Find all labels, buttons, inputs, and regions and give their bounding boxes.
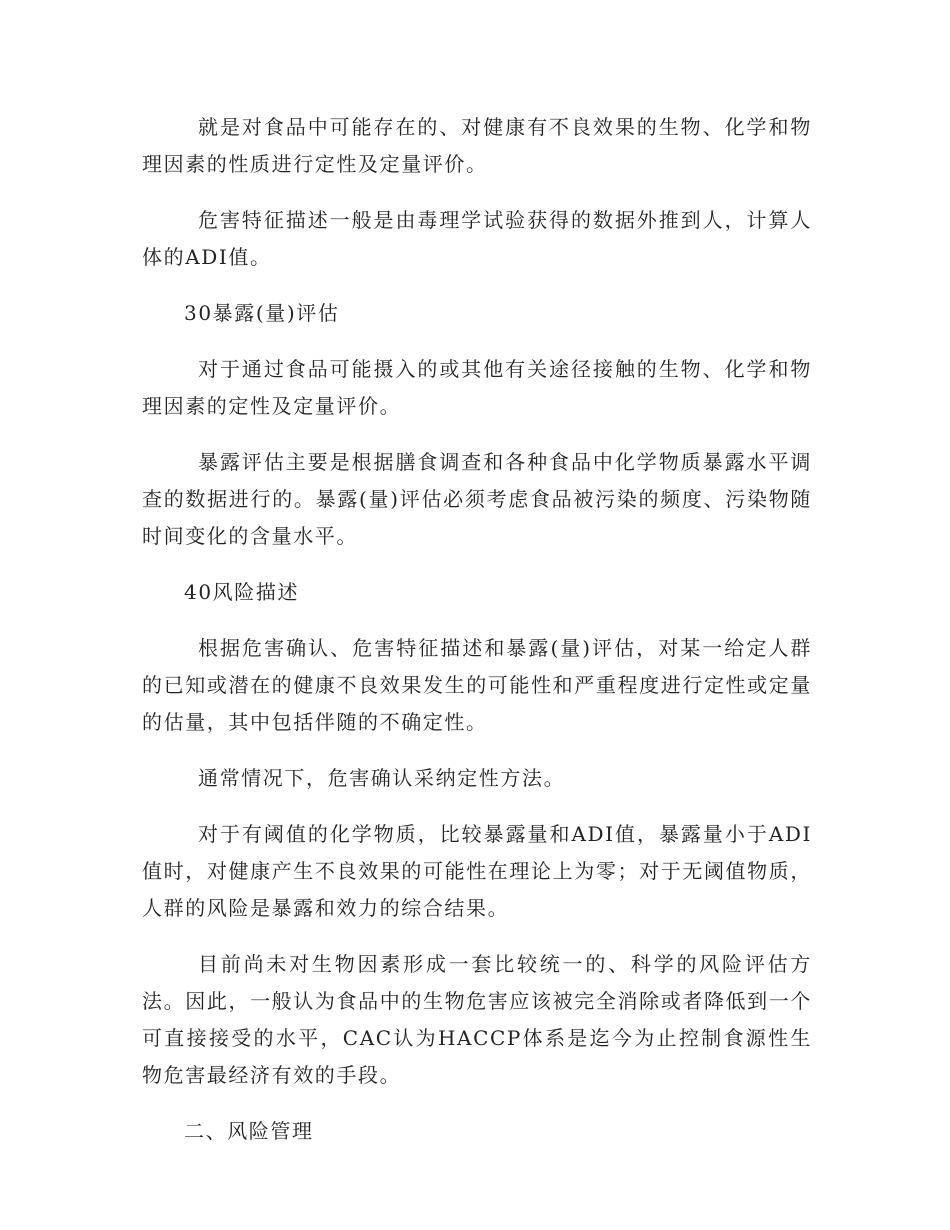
document-body [142,109,812,1169]
paragraph-exposure-definition: 对于通过食品可能摄入的或其他有关途径接触的生物、化学和物理因素的定性及定量评价。 [142,357,812,418]
paragraph-risk-description: 根据危害确认、危害特征描述和暴露(量)评估，对某一给定人群的已知或潜在的健康不良效果发生的可能性和严重程度进行定性或定量的估量，其中包括伴随的不确定性。 [142,636,812,734]
section-heading-risk-management: 二、风险管理 [184,1119,314,1143]
paragraph-biological-factors: 目前尚未对生物因素形成一套比较统一的、科学的风险评估方法。因此，一般认为食品中的生物危害应该被完全消除或者降低到一个可直接接受的水平，CAC认为HACCP体系是迄今为止控制食源性生物危害最经济有效的手段。 [142,952,812,1087]
section-heading-exposure: 30暴露(量)评估 [184,301,340,325]
section-heading-risk-description: 40风险描述 [184,580,300,604]
paragraph-exposure-method: 暴露评估主要是根据膳食调查和各种食品中化学物质暴露水平调查的数据进行的。暴露(量)评估必须考虑食品被污染的频度、污染物随时间变化的含量水平。 [142,450,812,548]
paragraph-threshold-chemicals: 对于有阈值的化学物质，比较暴露量和ADI值，暴露量小于ADI值时，对健康产生不良效果的可能性在理论上为零；对于无阈值物质，人群的风险是暴露和效力的综合结果。 [142,822,812,920]
paragraph-qualitative-method: 通常情况下，危害确认采纳定性方法。 [198,766,566,790]
paragraph-hazard-evaluation: 就是对食品中可能存在的、对健康有不良效果的生物、化学和物理因素的性质进行定性及定量评价。 [142,115,812,176]
paragraph-adi: 危害特征描述一般是由毒理学试验获得的数据外推到人，计算人体的ADI值。 [142,208,812,269]
